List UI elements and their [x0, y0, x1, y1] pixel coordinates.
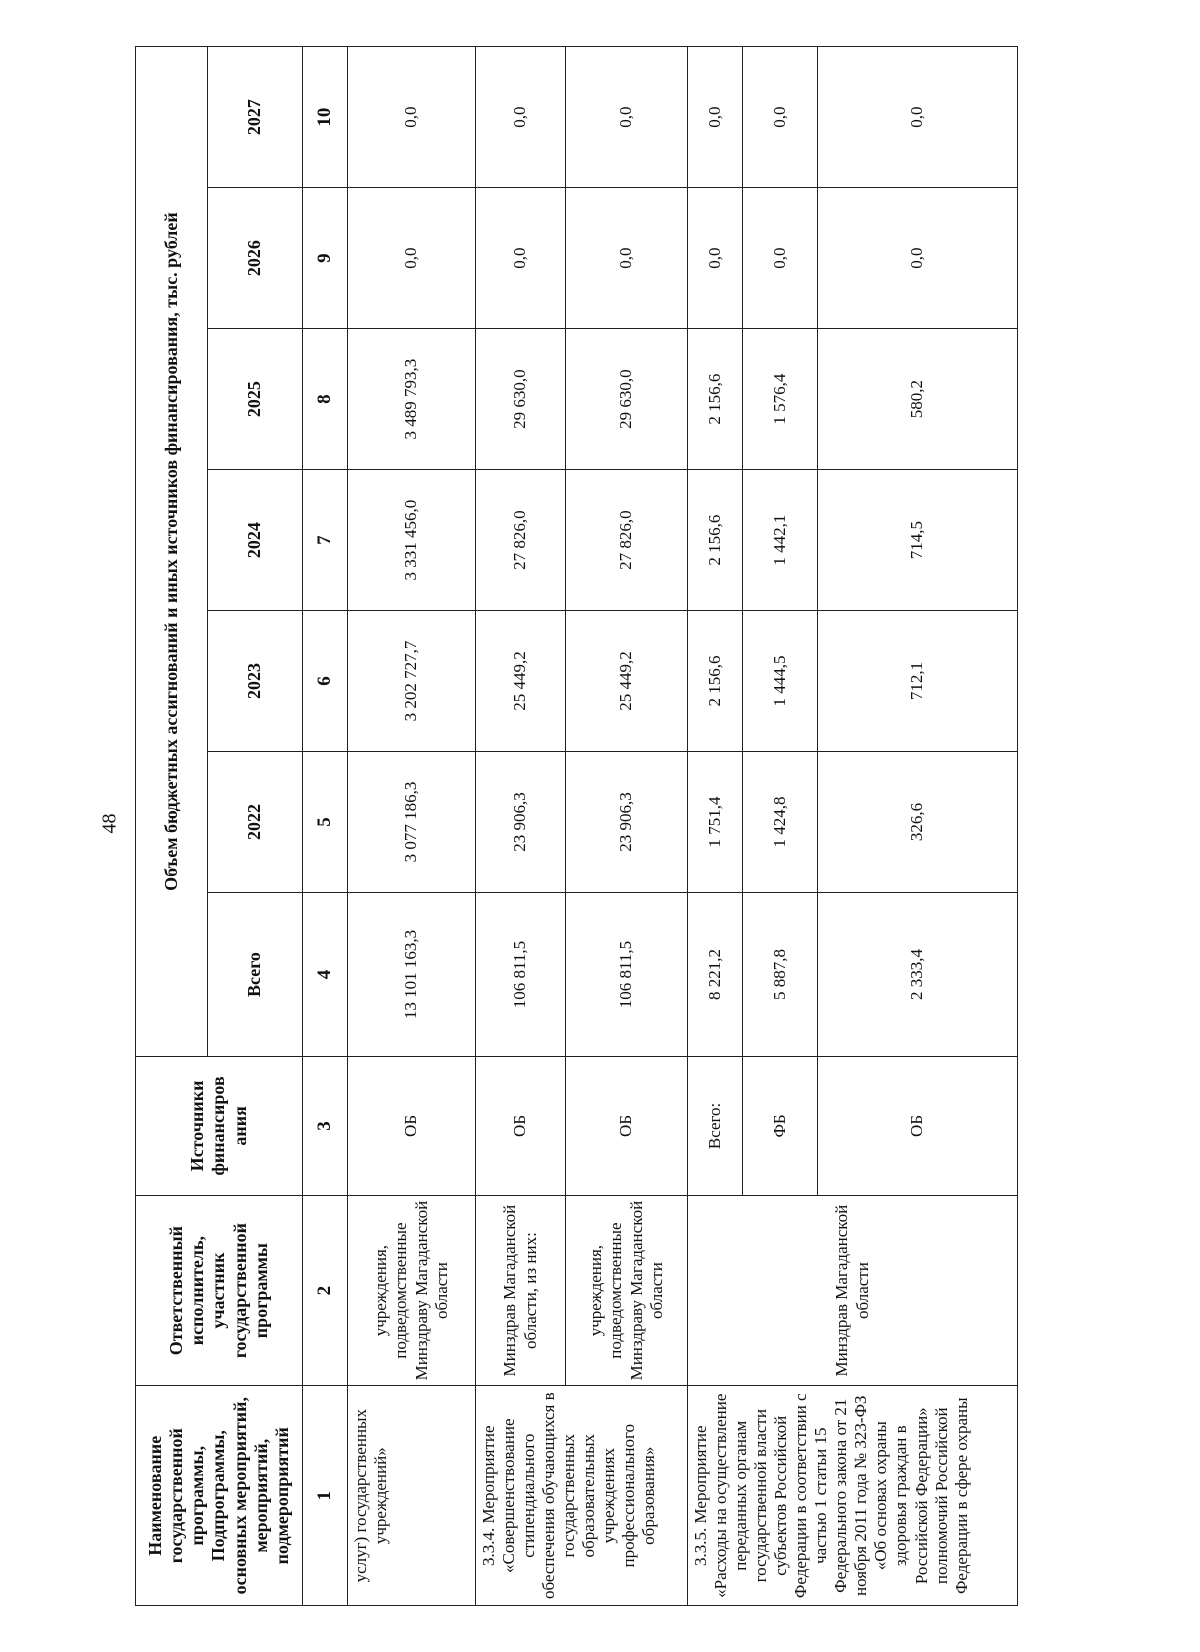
column-number: 5 [303, 752, 348, 893]
column-number: 6 [303, 611, 348, 752]
value-cell: 0,0 [688, 188, 743, 329]
header-year: 2022 [208, 752, 303, 893]
value-cell: 714,5 [818, 470, 1018, 611]
value-cell: 326,6 [818, 752, 1018, 893]
row-source: ОБ [476, 1057, 566, 1196]
table-row [476, 47, 566, 1606]
value-cell: 3 202 727,7 [348, 611, 476, 752]
value-cell: 0,0 [566, 47, 688, 188]
row-executor: учреждения, подведомственные Минздраву Магаданской области [348, 1195, 476, 1386]
header-name: Наименование государственной программы, Подпрограммы, основных мероприятий, мероприятий, подмероприятий [136, 1386, 303, 1606]
value-cell: 1 442,1 [743, 470, 818, 611]
value-cell: 0,0 [818, 188, 1018, 329]
row-name: 3.3.5. Мероприятие «Расходы на осуществление переданных органам государственной власти субъектов Российской Федерации в соответствии с частью 1 статьи 15 Федерального закона от 21 ноября 2011 года № 323-ФЗ «Об основах охраны здоровья граждан в Российской Федерации» полномочий Российской Федерации в сфере охраны [688, 1386, 1018, 1606]
value-cell: 0,0 [476, 188, 566, 329]
column-number: 3 [303, 1057, 348, 1196]
value-cell: 29 630,0 [476, 329, 566, 470]
column-number: 8 [303, 329, 348, 470]
value-cell: 25 449,2 [566, 611, 688, 752]
value-cell: 0,0 [743, 188, 818, 329]
row-executor: Минздрав Магаданской области [688, 1195, 1018, 1386]
column-number-row [303, 47, 348, 1606]
row-source: ОБ [348, 1057, 476, 1196]
value-cell: 2 156,6 [688, 329, 743, 470]
value-cell: 0,0 [476, 47, 566, 188]
column-number: 10 [303, 47, 348, 188]
value-cell: 5 887,8 [743, 893, 818, 1057]
value-cell: 3 077 186,3 [348, 752, 476, 893]
value-cell: 8 221,2 [688, 893, 743, 1057]
header-year: 2026 [208, 188, 303, 329]
row-name: 3.3.4. Мероприятие «Совершенствование стипендиального обеспечения обучающихся в государственных образовательных учреждениях профессионального образования» [476, 1386, 688, 1606]
value-cell: 0,0 [348, 47, 476, 188]
header-source: Источники финансиров ания [136, 1057, 303, 1196]
row-source: ФБ [743, 1057, 818, 1196]
row-name: услуг) государственных учреждений» [348, 1386, 476, 1606]
header-year: Всего [208, 893, 303, 1057]
column-number: 9 [303, 188, 348, 329]
value-cell: 3 489 793,3 [348, 329, 476, 470]
value-cell: 1 424,8 [743, 752, 818, 893]
value-cell: 580,2 [818, 329, 1018, 470]
header-funding: Объем бюджетных ассигнований и иных источников финансирования, тыс. рублей [136, 47, 208, 1057]
value-cell: 2 156,6 [688, 470, 743, 611]
value-cell: 3 331 456,0 [348, 470, 476, 611]
value-cell: 0,0 [348, 188, 476, 329]
value-cell: 25 449,2 [476, 611, 566, 752]
header-year: 2024 [208, 470, 303, 611]
value-cell: 1 576,4 [743, 329, 818, 470]
column-number: 1 [303, 1386, 348, 1606]
value-cell: 2 156,6 [688, 611, 743, 752]
header-year: 2025 [208, 329, 303, 470]
value-cell: 2 333,4 [818, 893, 1018, 1057]
row-executor: учреждения, подведомственные Минздраву Магаданской области [566, 1195, 688, 1386]
value-cell: 106 811,5 [566, 893, 688, 1057]
value-cell: 27 826,0 [476, 470, 566, 611]
value-cell: 0,0 [688, 47, 743, 188]
value-cell: 23 906,3 [566, 752, 688, 893]
column-number: 4 [303, 893, 348, 1057]
value-cell: 106 811,5 [476, 893, 566, 1057]
value-cell: 13 101 163,3 [348, 893, 476, 1057]
row-executor: Минздрав Магаданской области, из них: [476, 1195, 566, 1386]
page-number: 48 [98, 813, 121, 834]
table-row [348, 47, 476, 1606]
header-year: 2023 [208, 611, 303, 752]
value-cell: 0,0 [566, 188, 688, 329]
value-cell: 29 630,0 [566, 329, 688, 470]
row-source: Всего: [688, 1057, 743, 1196]
value-cell: 0,0 [818, 47, 1018, 188]
value-cell: 23 906,3 [476, 752, 566, 893]
row-source: ОБ [818, 1057, 1018, 1196]
budget-table [135, 46, 1018, 1606]
table-row [688, 47, 743, 1606]
row-source: ОБ [566, 1057, 688, 1196]
value-cell: 27 826,0 [566, 470, 688, 611]
column-number: 7 [303, 470, 348, 611]
rotated-page [135, 46, 1035, 1606]
column-number: 2 [303, 1195, 348, 1386]
table-row [566, 47, 688, 1606]
header-year: 2027 [208, 47, 303, 188]
value-cell: 0,0 [743, 47, 818, 188]
value-cell: 1 444,5 [743, 611, 818, 752]
value-cell: 1 751,4 [688, 752, 743, 893]
value-cell: 712,1 [818, 611, 1018, 752]
header-executor: Ответственный исполнитель, участник государственной программы [136, 1195, 303, 1386]
